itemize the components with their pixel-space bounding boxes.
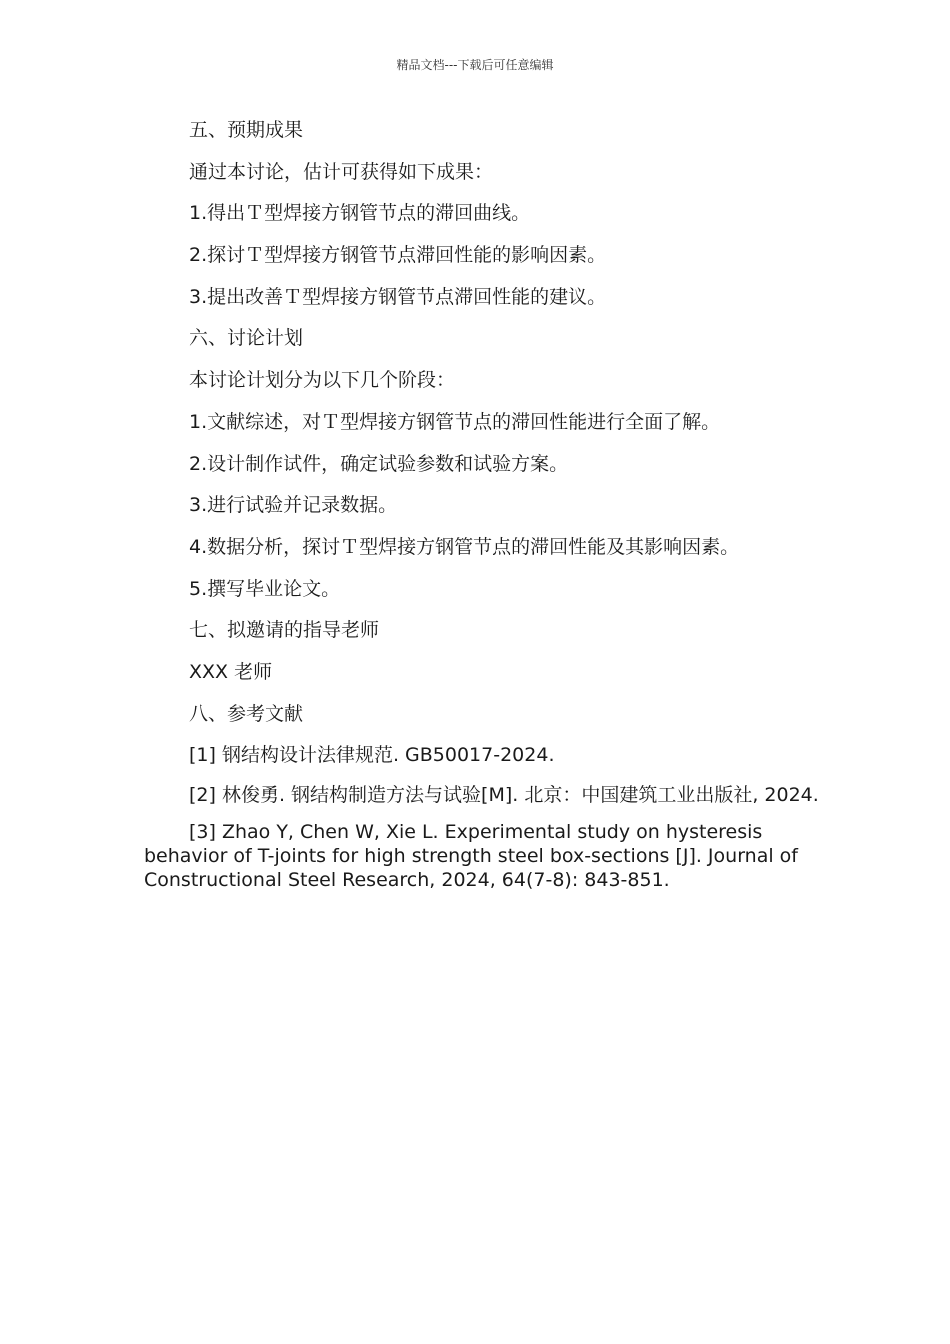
section-heading-advisor: 七、拟邀请的指导老师 — [189, 619, 380, 642]
reference-item: [2] 林俊勇. 钢结构制造方法与试验[M]. 北京：中国建筑工业出版社, 2024. — [189, 784, 819, 806]
list-item: 3.进行试验并记录数据。 — [189, 494, 398, 517]
section-heading-references: 八、参考文献 — [189, 702, 304, 725]
list-item: 1.得出Ｔ型焊接方钢管节点的滞回曲线。 — [189, 202, 531, 225]
reference-item: [1] 钢结构设计法律规范. GB50017-2024. — [189, 744, 555, 767]
section-heading-expected-results: 五、预期成果 — [189, 119, 304, 141]
paragraph: 通过本讨论，估计可获得如下成果： — [189, 160, 494, 183]
document-body — [144, 116, 824, 892]
list-item: 2.探讨Ｔ型焊接方钢管节点滞回性能的影响因素。 — [189, 244, 607, 267]
list-item: 5.撰写毕业论文。 — [189, 577, 341, 600]
paragraph: 本讨论计划分为以下几个阶段： — [189, 369, 456, 392]
list-item: 4.数据分析，探讨Ｔ型焊接方钢管节点的滞回性能及其影响因素。 — [189, 535, 740, 558]
list-item: 3.提出改善Ｔ型焊接方钢管节点滞回性能的建议。 — [189, 285, 607, 308]
list-item: 1.文献综述，对Ｔ型焊接方钢管节点的滞回性能进行全面了解。 — [189, 410, 721, 433]
advisor-name: XXX 老师 — [189, 660, 273, 683]
reference-item: [3] Zhao Y, Chen W, Xie L. Experimental study on hysteresis behavior of T-joints for high strength steel box-sections [J]. Journal of Constructional Steel Research, 2024, 64(7-8): 843-851. — [144, 821, 798, 891]
list-item: 2.设计制作试件，确定试验参数和试验方案。 — [189, 452, 569, 475]
page-header: 精品文档---下载后可任意编辑 — [396, 58, 554, 72]
section-heading-research-plan: 六、讨论计划 — [189, 327, 304, 350]
